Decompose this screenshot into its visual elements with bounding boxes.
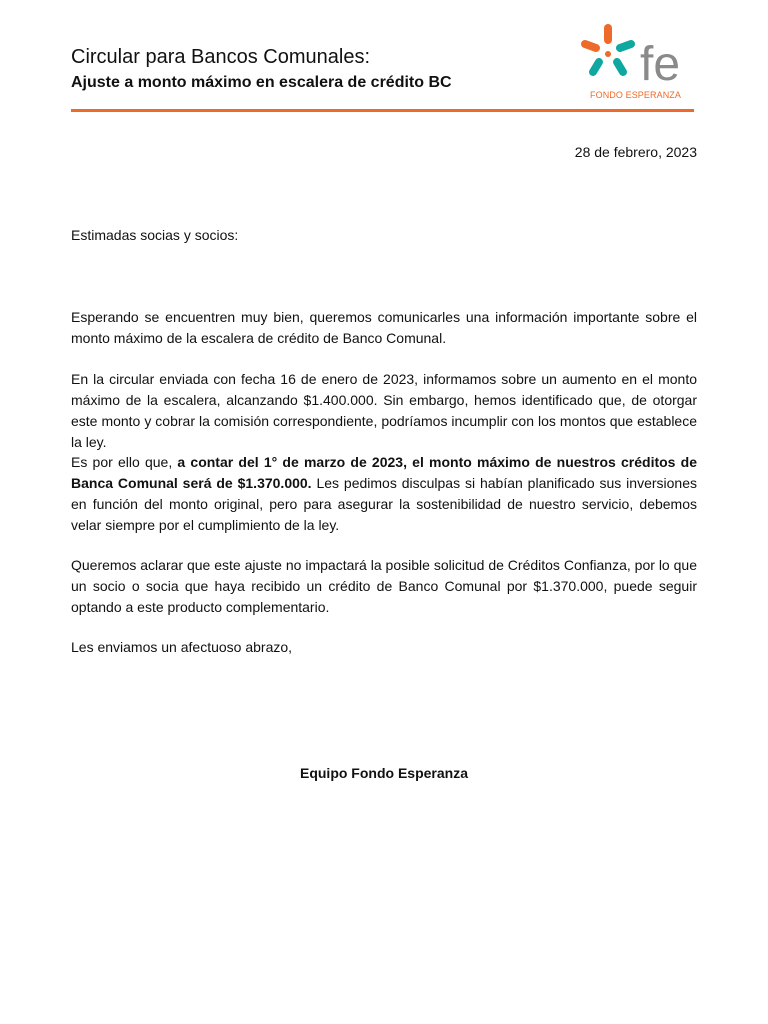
paragraph-clarification: Queremos aclarar que este ajuste no impactará la posible solicitud de Créditos Confianza, por lo que un socio o socia que haya recibido un crédito de Banco Comunal por $1.370.000, puede seguir optando a este producto complementario. [71,557,697,615]
letter-date: 28 de febrero, 2023 [574,144,697,160]
fe-logo-icon [576,24,696,94]
logo-monogram: fe [640,38,681,91]
header-divider [71,109,694,112]
signature: Equipo Fondo Esperanza [299,765,468,781]
paragraph-intro: Esperando se encuentren muy bien, queremos comunicarles una información importante sobre el monto máximo de la escalera de crédito de Banco Comunal. [71,309,697,346]
paragraph-announcement [71,452,697,536]
paragraph-background: En la circular enviada con fecha 16 de enero de 2023, informamos sobre un aumento en el monto máximo de la escalera, alcanzando $1.400.000. Sin embargo, hemos identificado que, de otorgar este monto y cobrar la comisión correspondiente, podríamos incumplir con los montos que establece la ley. [71,371,697,450]
closing-line: Les enviamos un afectuoso abrazo, [71,639,293,655]
fondo-esperanza-logo [576,24,696,104]
paragraph-announcement-end: Les pedimos disculpas si habían planificado sus inversiones en función del monto original, pero para asegurar la sostenibilidad de nuestro servicio, debemos velar siempre por el cumplimiento de la ley. [71,475,697,533]
document-subtitle: Ajuste a monto máximo en escalera de crédito BC [71,74,452,91]
paragraph-announcement-start: Es por ello que, [71,454,178,470]
greeting: Estimadas socias y socios: [71,227,239,243]
paragraph-announcement-highlight: a contar del 1° de marzo de 2023, el monto máximo de nuestros créditos de Banca Comunal será de $1.370.000. [71,454,697,491]
logo-name: FONDO ESPERANZA [590,90,682,100]
document-title: Circular para Bancos Comunales: [71,46,371,68]
